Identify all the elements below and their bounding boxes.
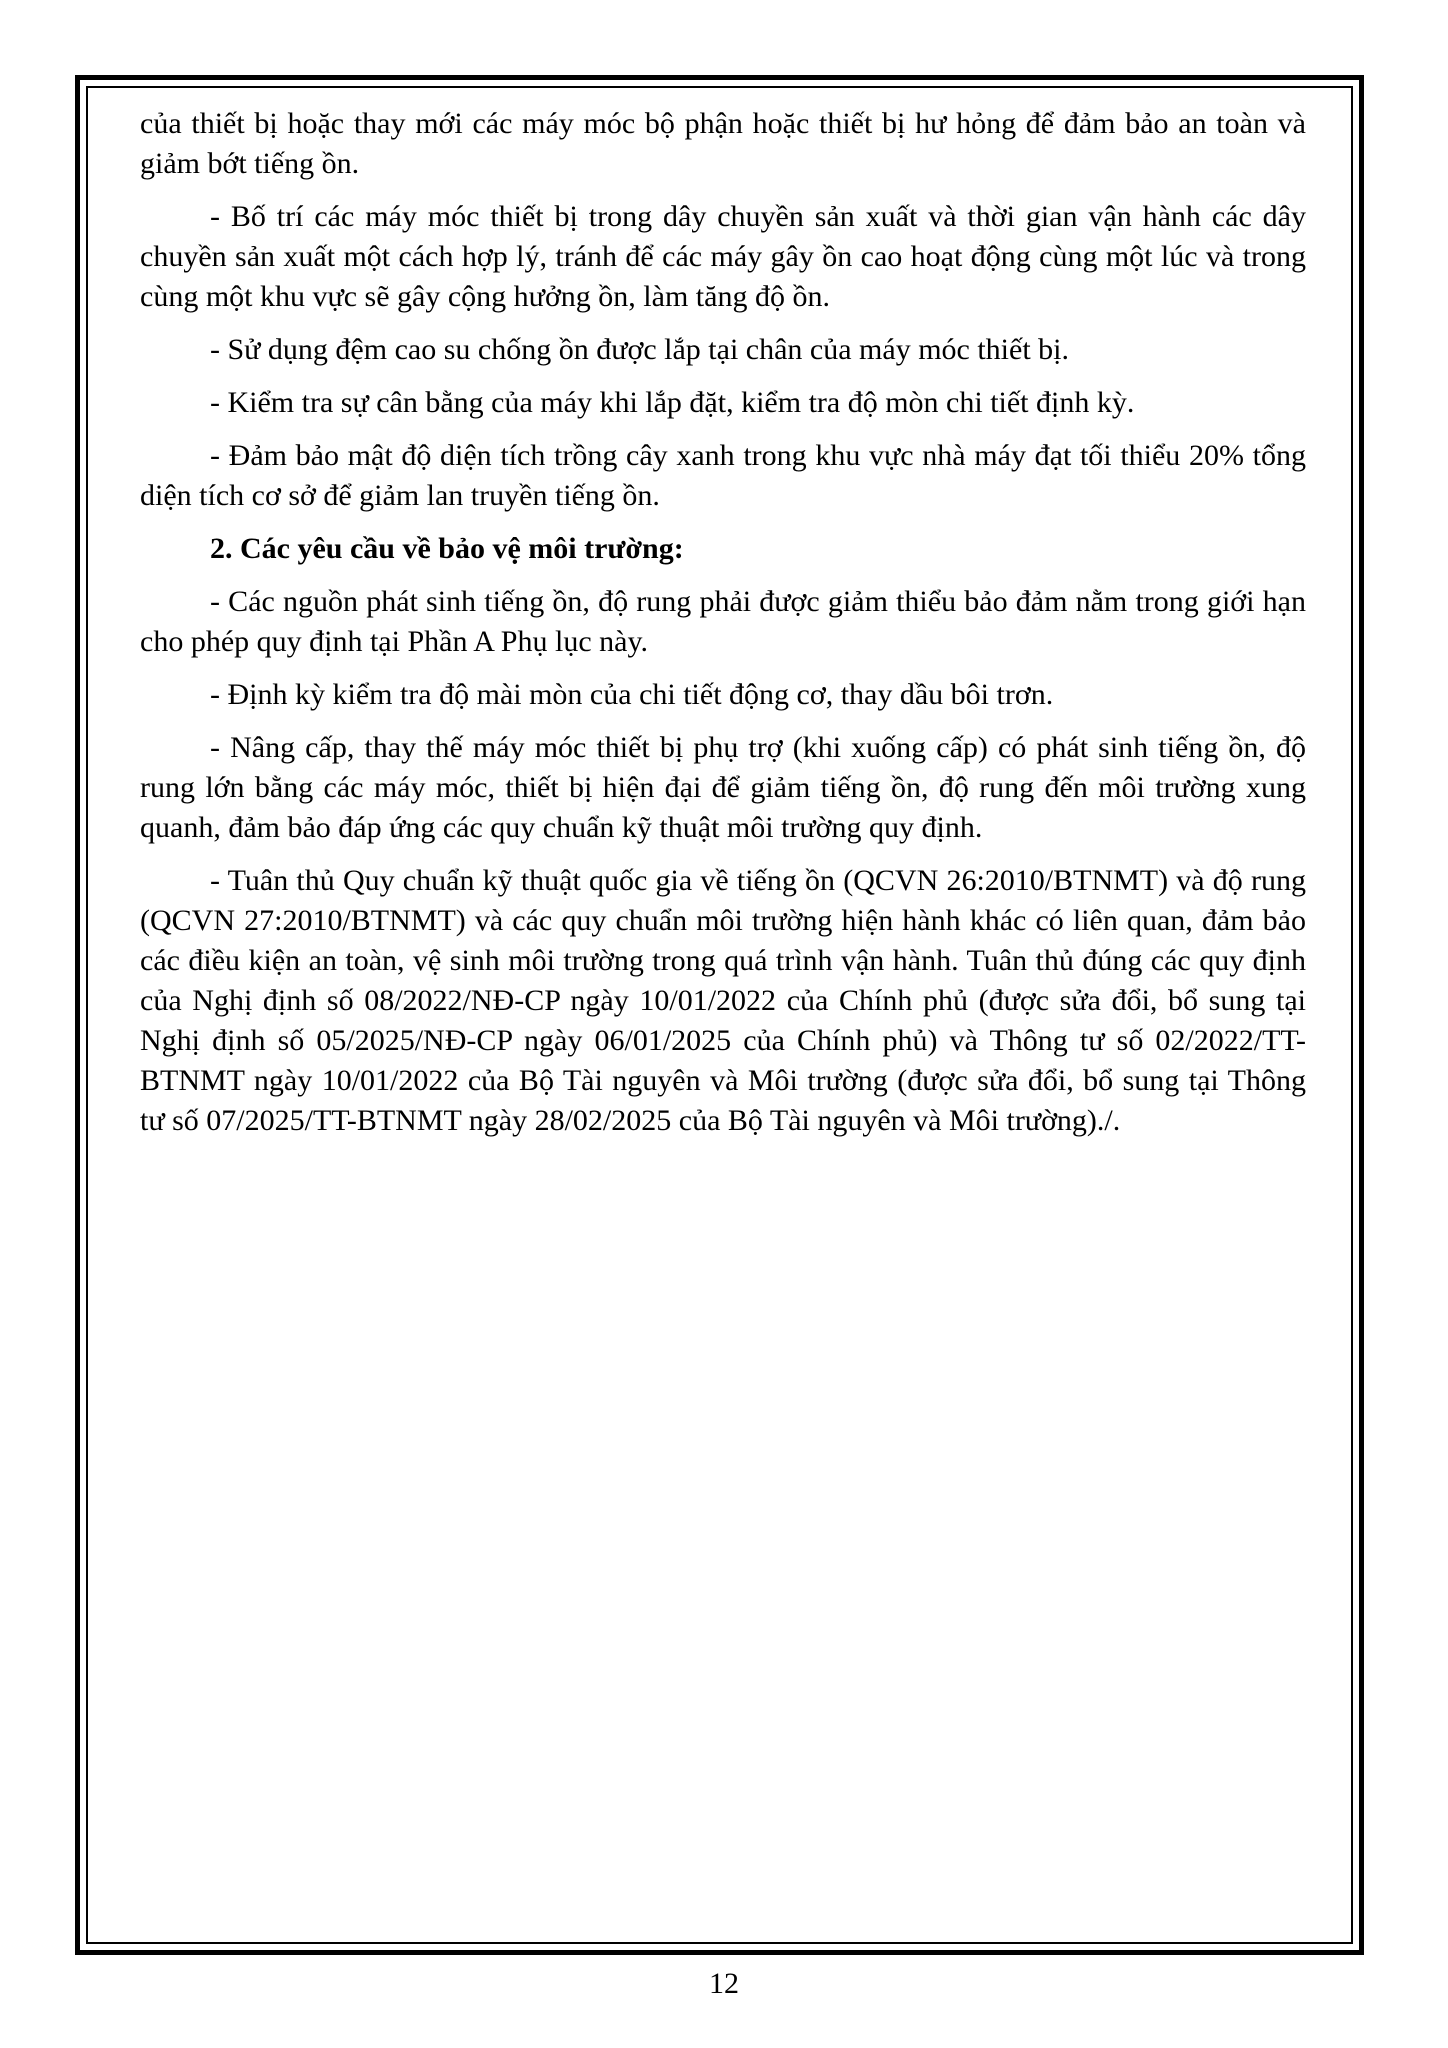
paragraph-equipment-upgrade: - Nâng cấp, thay thế máy móc thiết bị phụ trợ (khi xuống cấp) có phát sinh tiếng ồn, độ rung lớn bằng các máy móc, thiết bị hiện đại để giảm tiếng ồn, độ rung đến môi trường xung quanh, đảm bảo đáp ứng các quy chuẩn kỹ thuật môi trường quy định. bbox=[140, 731, 1306, 844]
paragraph-rubber-pads: - Sử dụng đệm cao su chống ồn được lắp tại chân của máy móc thiết bị. bbox=[210, 333, 1069, 366]
paragraph-green-area: - Đảm bảo mật độ diện tích trồng cây xanh trong khu vực nhà máy đạt tối thiểu 20% tổng diện tích cơ sở để giảm lan truyền tiếng ồn. bbox=[140, 439, 1306, 512]
paragraph-balance-check: - Kiểm tra sự cân bằng của máy khi lắp đặt, kiểm tra độ mòn chi tiết định kỳ. bbox=[210, 386, 1135, 419]
paragraph-regulations: - Tuân thủ Quy chuẩn kỹ thuật quốc gia về tiếng ồn (QCVN 26:2010/BTNMT) và độ rung (QCVN 27:2010/BTNMT) và các quy chuẩn môi trường hiện hành khác có liên quan, đảm bảo các điều kiện an toàn, vệ sinh môi trường trong quá trình vận hành. Tuân thủ đúng các quy định của Nghị định số 08/2022/NĐ-CP ngày 10/01/2022 của Chính phủ (được sửa đổi, bổ sung tại Nghị định số 05/2025/NĐ-CP ngày 06/01/2025 của Chính phủ) và Thông tư số 02/2022/TT-BTNMT ngày 10/01/2022 của Bộ Tài nguyên và Môi trường (được sửa đổi, bổ sung tại Thông tư số 07/2025/TT-BTNMT ngày 28/02/2025 của Bộ Tài nguyên và Môi trường)./. bbox=[140, 864, 1306, 1137]
paragraph-machine-arrangement: - Bố trí các máy móc thiết bị trong dây chuyền sản xuất và thời gian vận hành các dây chuyền sản xuất một cách hợp lý, tránh để các máy gây ồn cao hoạt động cùng một lúc và trong cùng một khu vực sẽ gây cộng hưởng ồn, làm tăng độ ồn. bbox=[140, 200, 1306, 313]
section-heading-environment: 2. Các yêu cầu về bảo vệ môi trường: bbox=[210, 532, 684, 565]
page-number: 12 bbox=[709, 1967, 739, 2000]
paragraph-continuation: của thiết bị hoặc thay mới các máy móc bộ phận hoặc thiết bị hư hỏng để đảm bảo an toàn và giảm bớt tiếng ồn. bbox=[140, 107, 1306, 180]
paragraph-periodic-check: - Định kỳ kiểm tra độ mài mòn của chi tiết động cơ, thay dầu bôi trơn. bbox=[210, 678, 1054, 711]
document-body bbox=[140, 104, 1306, 1154]
paragraph-noise-limits: - Các nguồn phát sinh tiếng ồn, độ rung phải được giảm thiểu bảo đảm nằm trong giới hạn cho phép quy định tại Phần A Phụ lục này. bbox=[140, 585, 1306, 658]
